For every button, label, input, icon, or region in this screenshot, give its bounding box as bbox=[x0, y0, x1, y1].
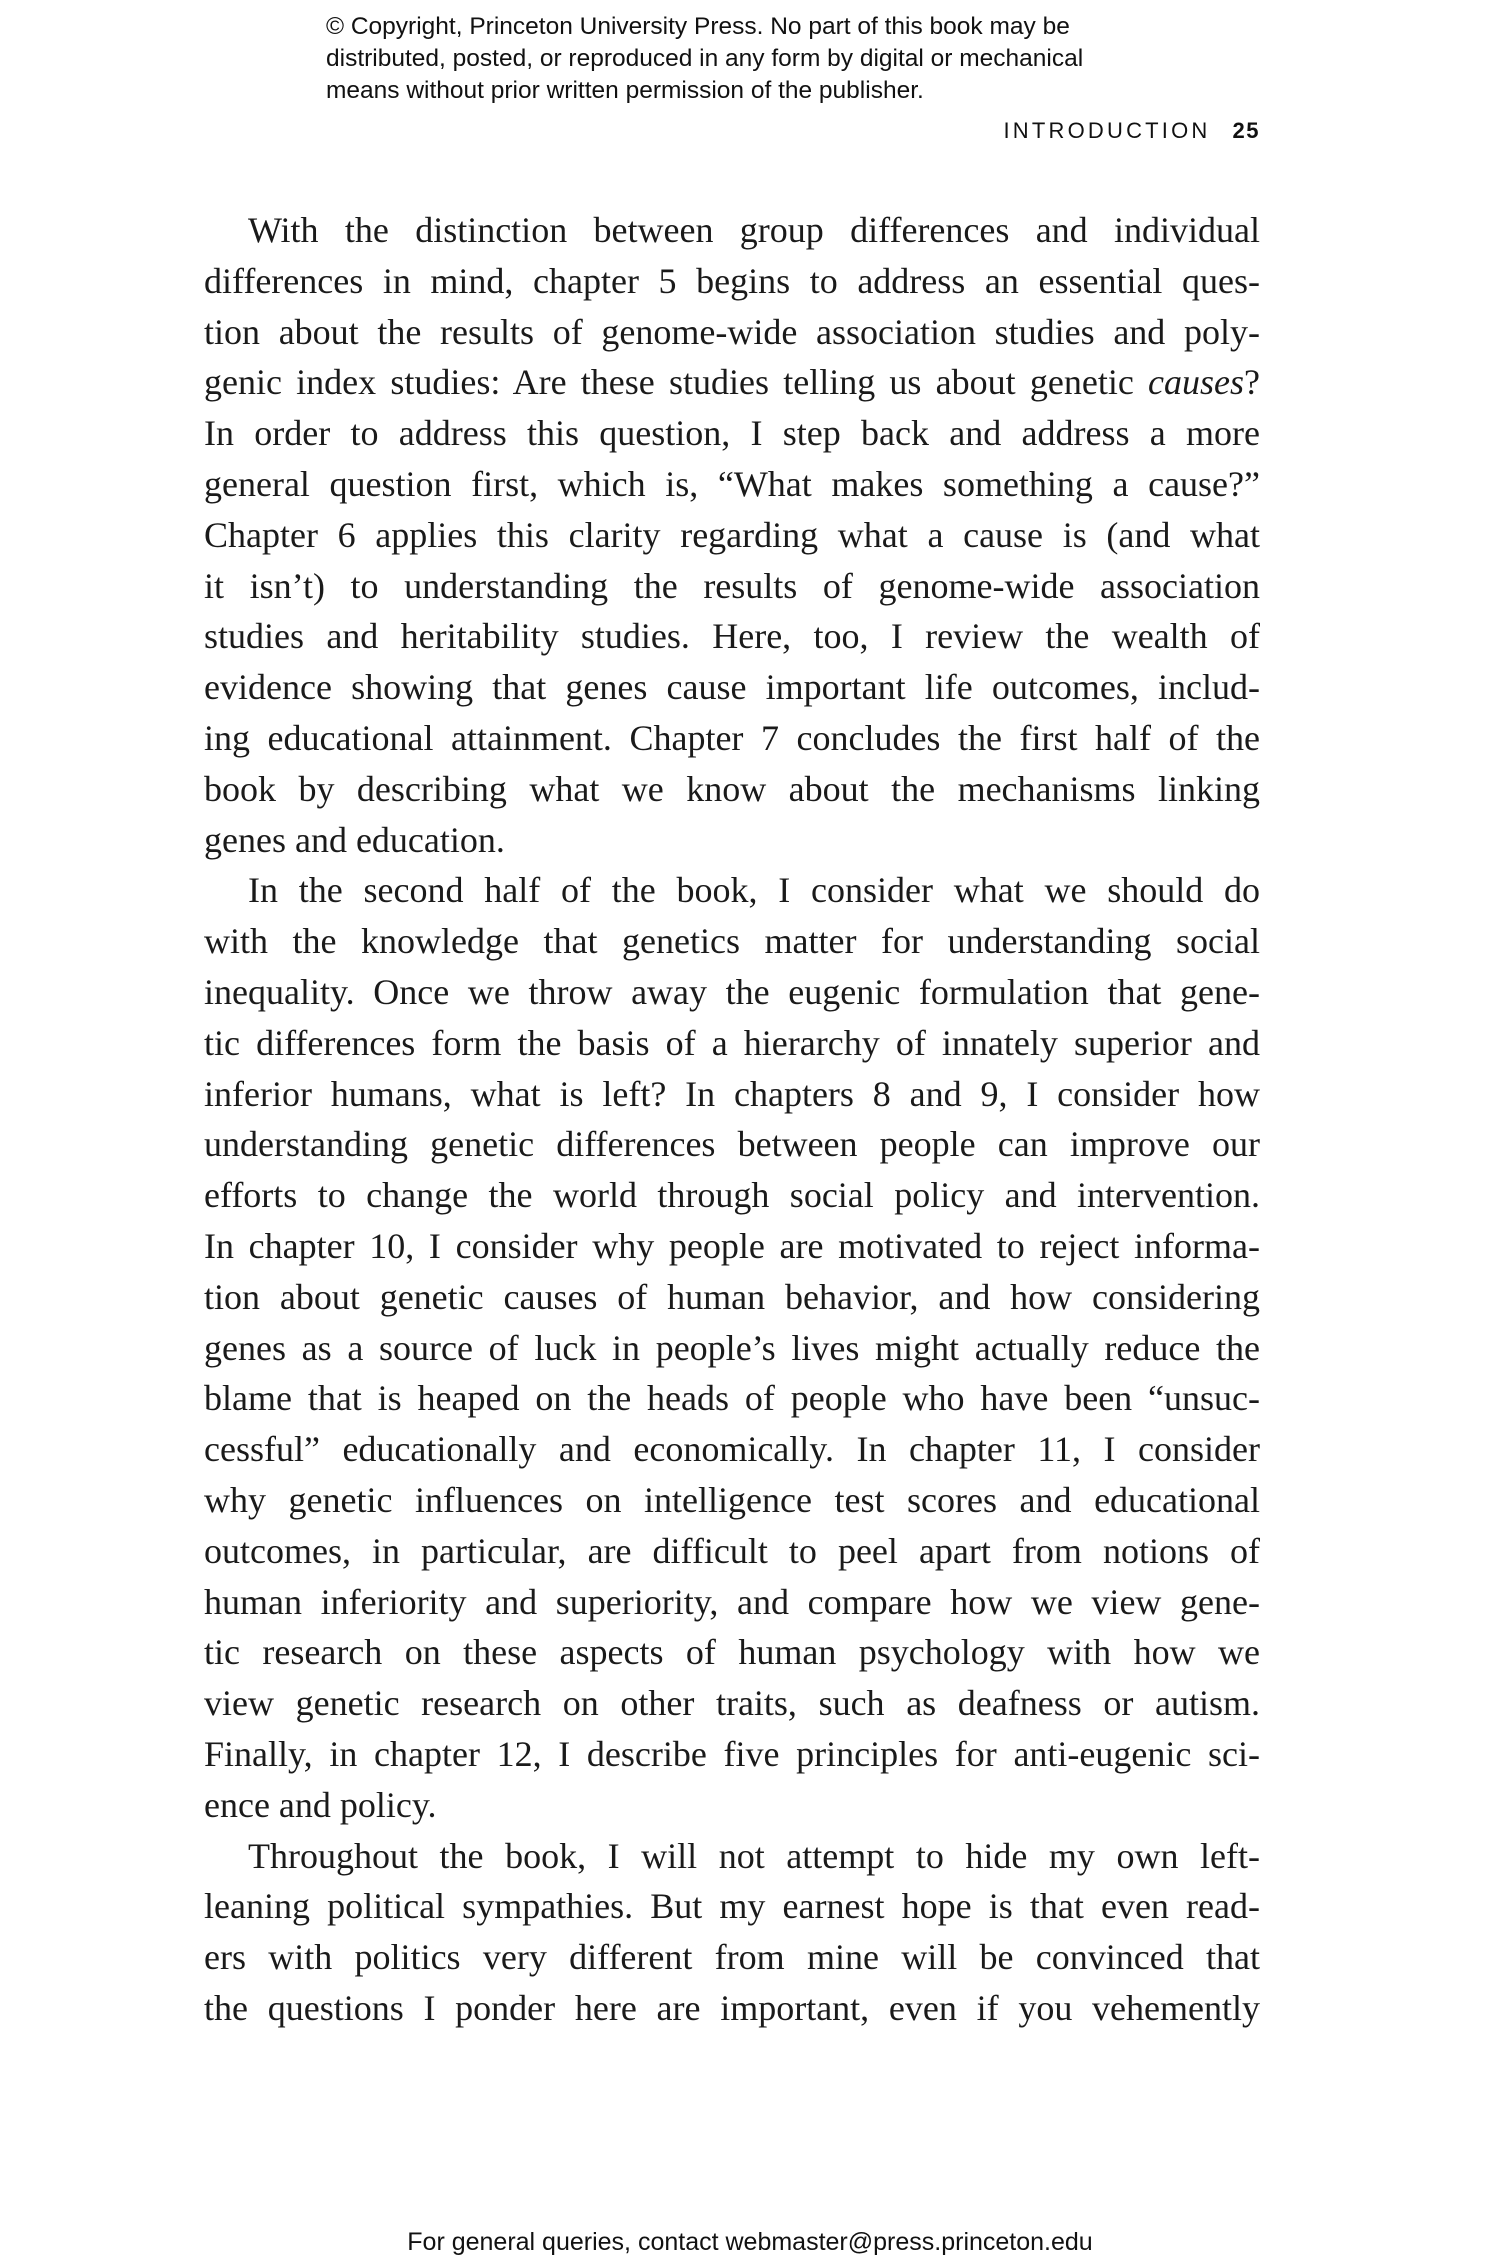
text-line: blame that is heaped on the heads of people who have been “unsuc- bbox=[204, 1378, 1260, 1419]
text-line: general question first, which is, “What makes something a cause?” bbox=[204, 463, 1260, 504]
footer-contact: For general queries, contact webmaster@press.princeton.edu bbox=[407, 2228, 1093, 2256]
text-line: tic research on these aspects of human psychology with how we bbox=[204, 1632, 1260, 1673]
text-line: tic differences form the basis of a hierarchy of innately superior and bbox=[204, 1022, 1260, 1063]
text-line: efforts to change the world through social policy and intervention. bbox=[204, 1175, 1260, 1216]
italic-word: causes bbox=[1148, 362, 1245, 403]
text-line: In order to address this question, I step back and address a more bbox=[204, 413, 1260, 454]
text-line: with the knowledge that genetics matter for understanding social bbox=[204, 921, 1260, 962]
text-line bbox=[204, 357, 1260, 408]
body-text bbox=[204, 205, 1260, 2034]
text-line: book by describing what we know about the mechanisms linking bbox=[204, 768, 1260, 809]
text-line: studies and heritability studies. Here, too, I review the wealth of bbox=[204, 616, 1260, 657]
text-line: evidence showing that genes cause important life outcomes, includ- bbox=[204, 667, 1260, 708]
text-line: leaning political sympathies. But my earnest hope is that even read- bbox=[204, 1886, 1260, 1927]
text-line: ing educational attainment. Chapter 7 concludes the first half of the bbox=[204, 717, 1260, 758]
paragraph bbox=[204, 205, 1260, 865]
text-line: the questions I ponder here are important, even if you vehemently bbox=[204, 1987, 1260, 2028]
text-line: In chapter 10, I consider why people are motivated to reject informa- bbox=[204, 1225, 1260, 1266]
text-segment: ? bbox=[1244, 362, 1260, 403]
page-number: 25 bbox=[1232, 118, 1260, 143]
text-line: inequality. Once we throw away the eugenic formulation that gene- bbox=[204, 971, 1260, 1012]
paragraph bbox=[204, 865, 1260, 1830]
text-line: outcomes, in particular, are difficult to peel apart from notions of bbox=[204, 1530, 1260, 1571]
text-line: human inferiority and superiority, and compare how we view gene- bbox=[204, 1581, 1260, 1622]
text-line: differences in mind, chapter 5 begins to address an essential ques- bbox=[204, 260, 1260, 301]
text-line: ers with politics very different from mine will be convinced that bbox=[204, 1937, 1260, 1978]
text-line: ence and policy. bbox=[204, 1784, 437, 1825]
text-line: genes and education. bbox=[204, 819, 505, 860]
copyright-line: means without prior written permission of the publisher. bbox=[326, 77, 924, 104]
copyright-notice bbox=[326, 11, 1226, 107]
paragraph bbox=[204, 1831, 1260, 2034]
text-line: understanding genetic differences between people can improve our bbox=[204, 1124, 1260, 1165]
text-line: Throughout the book, I will not attempt to hide my own left- bbox=[248, 1835, 1260, 1876]
text-line: With the distinction between group differences and individual bbox=[248, 210, 1260, 250]
text-line: it isn’t) to understanding the results of genome-wide association bbox=[204, 565, 1260, 606]
text-line: genes as a source of luck in people’s lives might actually reduce the bbox=[204, 1327, 1260, 1368]
text-line: tion about the results of genome-wide association studies and poly- bbox=[204, 311, 1260, 352]
text-line: view genetic research on other traits, such as deafness or autism. bbox=[204, 1683, 1260, 1724]
running-head bbox=[1003, 116, 1260, 146]
text-line: In the second half of the book, I consider what we should do bbox=[248, 870, 1260, 911]
section-title: INTRODUCTION bbox=[1003, 118, 1211, 143]
text-line: Finally, in chapter 12, I describe five principles for anti-eugenic sci- bbox=[204, 1733, 1260, 1774]
text-line: Chapter 6 applies this clarity regarding what a cause is (and what bbox=[204, 514, 1260, 555]
copyright-line: distributed, posted, or reproduced in any form by digital or mechanical bbox=[326, 45, 1084, 72]
text-line: cessful” educationally and economically. In chapter 11, I consider bbox=[204, 1429, 1260, 1470]
text-line: why genetic influences on intelligence test scores and educational bbox=[204, 1479, 1260, 1520]
copyright-line: © Copyright, Princeton University Press. No part of this book may be bbox=[326, 13, 1070, 40]
text-line: inferior humans, what is left? In chapters 8 and 9, I consider how bbox=[204, 1073, 1260, 1114]
text-line: tion about genetic causes of human behavior, and how considering bbox=[204, 1276, 1260, 1317]
text-segment: genic index studies: Are these studies telling us about genetic bbox=[204, 362, 1149, 403]
